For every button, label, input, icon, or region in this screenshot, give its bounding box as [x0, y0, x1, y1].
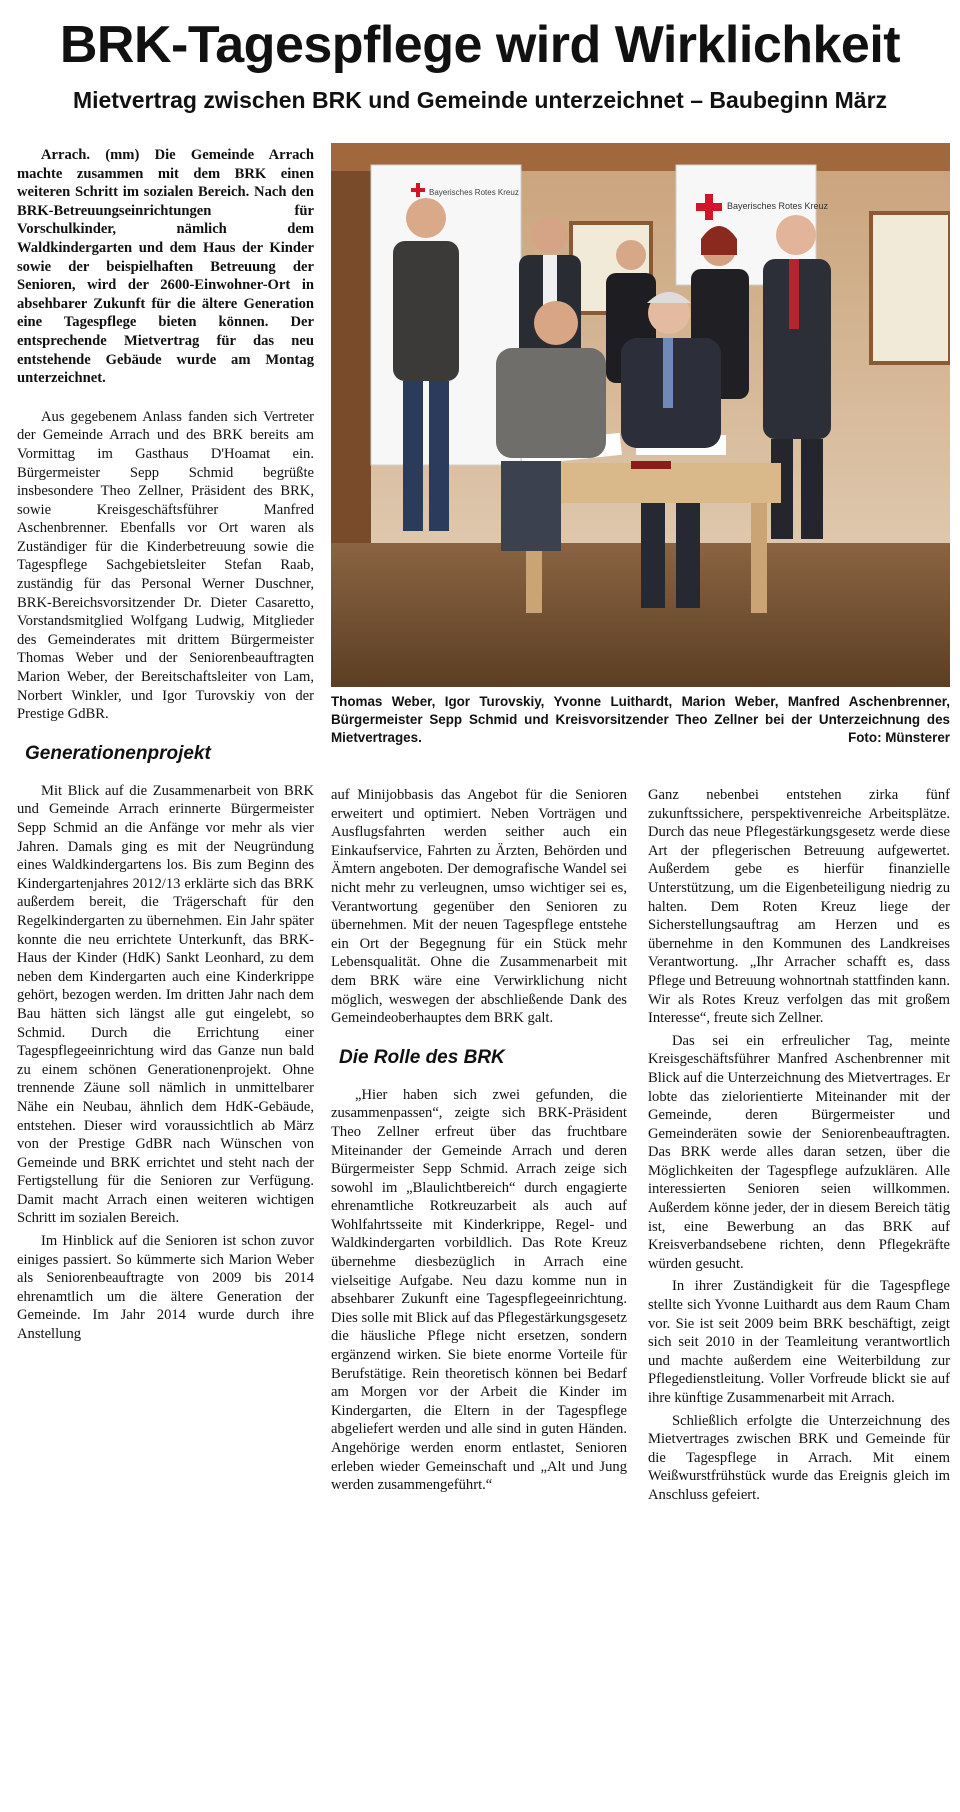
body-paragraph: Aus gegebenem Anlass fanden sich Vertreter der Gemeinde Arrach und des BRK bereits am Vormittag im Gasthaus D'Hoamat ein. Bürgermeister Sepp Schmid begrüßte insbesondere Theo Zellner, Präsident des BRK, sowie Kreisgeschäftsführer Manfred Aschenbrenner. Ebenfalls vor Ort waren als Zuständiger für die Kinderbetreuung sowie die Tagespflege Sachgebietsleiter Stefan Raab, zuständig für das Personal Werner Duschner, BRK-Bereichsvorsitzender Dr. Dieter Casaretto, Vorstandsmitglied Wolfgang Ludwig, Mitglieder des Gemeinderates mit drittem Bürgermeister Thomas Weber und der Seniorenbeauftragten Marion Weber, der Bereitschaftsleiter von Lam, Norbert Winkler, und Igor Turovskiy von der Prestige GdBR.	[17, 408, 314, 723]
column-2	[331, 786, 627, 1495]
lead-paragraph	[17, 146, 314, 388]
photo-credit: Foto: Münsterer	[848, 730, 950, 745]
article-photo	[331, 143, 950, 687]
body-paragraph: In ihrer Zuständigkeit für die Tagespflege stellte sich Yvonne Luithardt aus dem Raum Cham vor. Sie ist seit 2009 beim BRK beschäftigt, zeigt sich seit 2010 in der Teamleitung verantwortlich und machte außerdem eine Weiterbildung zur Pflegedienstleitung. Voller Vorfreude blickt sie auf ihre künftige Zusammenarbeit mit Arrach.	[648, 1278, 950, 1406]
banner-left-label: Bayerisches Rotes Kreuz	[429, 188, 519, 197]
body-paragraph: Mit Blick auf die Zusammenarbeit von BRK und Gemeinde Arrach erinnerte Bürgermeister Sepp Schmid an die Anfänge vor mehr als vier Jahren. Damals ging es mit der Neugründung eines Waldkindergartens los. Bis zum Beginn des Kindergartenjahres 2012/13 erklärte sich das BRK außerdem bereit, die Trägerschaft für den Regelkindergarten zu übernehmen. Ein Jahr später konnte die neu errichtete Unterkunft, das BRK-Haus der Kinder (HdK) Sankt Leonhard, zu dem neben dem Kindergarten auch eine Kinderkrippe gehört, bezogen werden. Im dritten Jahr nach dem Bau hätten sich längst alle gut eingelebt, so Schmid. Durch die Errichtung einer Tagespflegeeinrichtung wird das Ganze nun bald zu einem schönen Generationenprojekt. Ohne trennende Zäune soll nämlich in unmittelbarer Nähe ein Neubau, ähnlich dem HdK-Gebäude, entstehen. Dieser wird voraussichtlich ab März von der Prestige GdBR nach Wünschen von Gemeinde und BRK errichtet und steht nach der Fertigstellung für die Senioren zur Verfügung. Damit macht Arrach einen weiteren wichtigen Schritt im sozialen Bereich.	[17, 782, 314, 1227]
lead-text: Arrach. (mm) Die Gemeinde Arrach machte zusammen mit dem BRK einen weiteren Schritt im sozialen Bereich. Nach den BRK-Betreuungseinrichtungen für Vorschulkinder, nämlich dem Waldkindergarten und dem Haus der Kinder sowie der beispielhaften Betreuung der Senioren, wird der 2600-Einwohner-Ort in absehbarer Zukunft für die ältere Generation eine Tagespflege bieten können. Der entsprechende Mietvertrag für das neu entstehende Gebäude wurde am Montag unterzeichnet.	[17, 147, 314, 387]
body-paragraph: auf Minijobbasis das Angebot für die Senioren erweitert und optimiert. Neben Vorträgen und Ausflugsfahrten werden seither auch ein Einkaufservice, Fahrten zu Ärzten, Behörden und Ämtern angeboten. Der demografische Wandel sei nicht mehr zu verleugnen, umso wichtiger sei es, Verantwortung gegenüber den Senioren zu übernehmen. Mit der neuen Tagespflege entstehe ein Ort der Begegnung für ein Stück mehr Lebensqualität. Ohne die Zusammenarbeit mit dem BRK wäre eine Verwirklichung nicht möglich, weswegen der abschließende Dank des Gemeindeoberhauptes dem BRK galt.	[331, 787, 627, 1027]
photo-caption	[331, 693, 950, 747]
body-paragraph: „Hier haben sich zwei gefunden, die zusammenpassen“, zeigte sich BRK-Präsident Theo Zellner erfreut über das fruchtbare Miteinander der Gemeinde Arrach und deren Bürgermeister Sepp Schmid. Arrach zeige sich sowohl im „Blaulichtbereich“ durch engagierte ehrenamtliche Rotkreuzarbeit als auch auf Wohlfahrtsseite mit Kinderkrippe, Regel- und Waldkindergarten vorbildlich. Das Rote Kreuz übernehme diesbezüglich in Arrach eine vielseitige Aufgabe. Neu dazu komme nun in absehbarer Zukunft eine Tagespflegeeinrichtung. Dies solle mit Blick auf das Pflegestärkungsgesetz die häusliche Pflege nicht ersetzen, sondern ergänzend wirken. Sie biete enorme Vorteile für Berufstätige. Rein theoretisch können bei Bedarf am Morgen vor der Arbeit die Kinder im Kindergarten, die Eltern in der Tagespflege abgeliefert werden und alle sind in guten Händen. Angehörige werden enorm entlastet, Senioren erleben wieder Gemeinschaft und „Alt und Jung werden zusammengeführt.“	[331, 1086, 627, 1494]
body-paragraph: Ganz nebenbei entstehen zirka fünf zukunftssichere, perspektivenreiche Arbeitsplätze. Durch das neue Pflegestärkungsgesetz werde diese Art der pflegerischen Betreuung aufgewertet. Außerdem gebe es hierfür finanzielle Unterstützung, um die Eigenbeteiligung niedrig zu halten. Dem Roten Kreuz liege der Sicherstellungsauftrag am Herzen und es übernehme in den Kommunen des Landkreises Verantwortung. „Ihr Arracher schafft es, dass Pflege und Betreuung wohnortnah stattfinden kann. Wir als Rotes Kreuz verfolgen das mit großem Interesse“, freute sich Zellner.	[648, 787, 950, 1027]
body-paragraph: Schließlich erfolgte die Unterzeichnung des Mietvertrages zwischen BRK und Gemeinde für die Tagespflege in Arrach. Mit einem Weißwurstfrühstück wurde das Ereignis gleich im Anschluss gefeiert.	[648, 1412, 950, 1503]
column-3	[648, 786, 950, 1505]
body-paragraph: Das sei ein erfreulicher Tag, meinte Kreisgeschäftsführer Manfred Aschenbrenner mit Blick auf die Unterzeichnung des Mietvertrages. Er lobte das zielorientierte Miteinander mit der Gemeinde, deren Bürgermeister und Gemeinderäten sowie der Seniorenbeauftragten. Das BRK werde alles daran setzen, über die Möglichkeiten der Tagespflege aufzuklären. Alle interessierten Senioren seien willkommen. Außerdem könne jeder, der in diesem Bereich tätig ist, eine Bewerbung an das BRK auf Kreisverbandsebene richten, denn Pflegekräfte würden gesucht.	[648, 1032, 950, 1272]
column-1	[17, 146, 314, 1344]
section-heading: Generationenprojekt	[25, 742, 211, 764]
headline: BRK-Tagespflege wird Wirklichkeit	[59, 16, 901, 74]
body-paragraph: Im Hinblick auf die Senioren ist schon zuvor einiges passiert. So kümmerte sich Marion Weber als Seniorenbeauftragte von 2009 bis 2014 ehrenamtlich um die ältere Generation der Gemeinde. Im Jahr 2014 wurde durch ihre Anstellung	[17, 1233, 314, 1343]
subheadline: Mietvertrag zwischen BRK und Gemeinde unterzeichnet – Baubeginn März	[72, 87, 888, 113]
banner-right-label: Bayerisches Rotes Kreuz	[727, 201, 829, 211]
section-heading: Die Rolle des BRK	[339, 1046, 505, 1068]
caption-text: Thomas Weber, Igor Turovskiy, Yvonne Luithardt, Marion Weber, Manfred Aschenbrenner, Bürgermeister Sepp Schmid und Kreisvorsitzender Theo Zellner bei der Unterzeichnung des Mietvertrages.	[331, 694, 950, 745]
